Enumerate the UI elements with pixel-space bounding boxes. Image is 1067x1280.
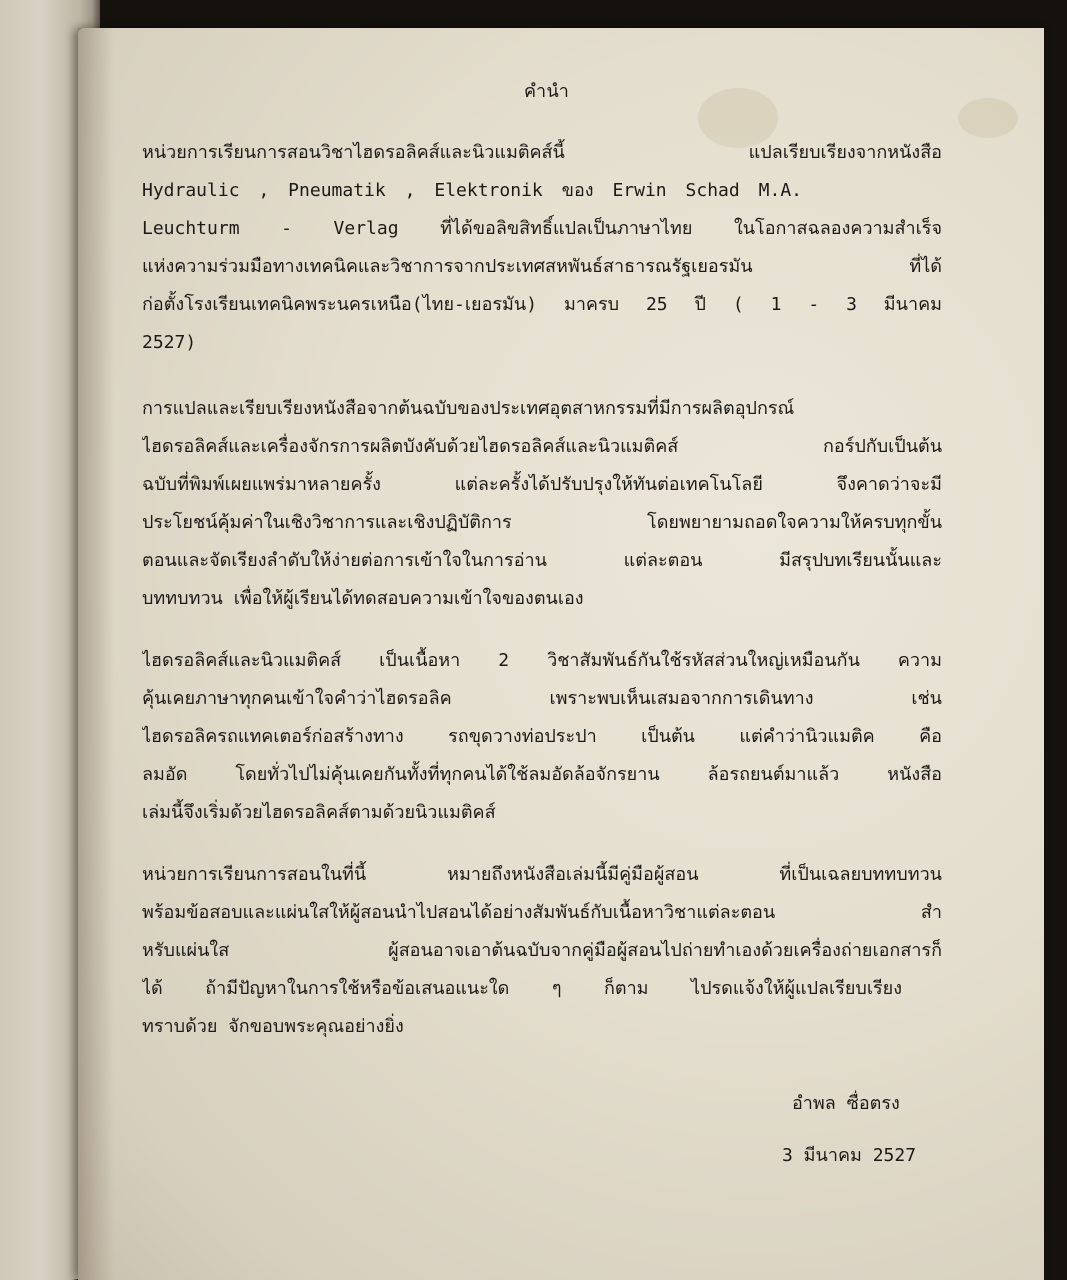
paragraph-line: แห่งความร่วมมือทางเทคนิคและวิชาการจากประเทศสหพันธ์สาธารณรัฐเยอรมัน ที่ได้ — [142, 256, 942, 277]
paragraph-line: ทราบด้วย จักขอบพระคุณอย่างยิ่ง — [142, 1016, 404, 1037]
paragraph-line: Leuchturm - Verlag ที่ได้ขอลิขสิทธิ์แปลเป็นภาษาไทย ในโอกาสฉลองความสำเร็จ — [142, 218, 942, 239]
paragraph-line: ฉบับที่พิมพ์เผยแพร่มาหลายครั้ง แต่ละครั้งได้ปรับปรุงให้ทันต่อเทคโนโลยี จึงคาดว่าจะมี — [142, 474, 942, 495]
paragraph-line: หน่วยการเรียนการสอนในที่นี้ หมายถึงหนังสือเล่มนี้มีคู่มือผู้สอน ที่เป็นเฉลยบททบทวน — [142, 864, 942, 885]
paragraph-line: หน่วยการเรียนการสอนวิชาไฮดรอลิคส์และนิวแมติคส์นี้ แปลเรียบเรียงจากหนังสือ — [142, 142, 942, 163]
paragraph-line: ตอนและจัดเรียงลำดับให้ง่ายต่อการเข้าใจในการอ่าน แต่ละตอน มีสรุปบทเรียนนั้นและ — [142, 550, 942, 571]
paragraph-line: Hydraulic , Pneumatik , Elektronik ของ Erwin Schad M.A. — [142, 180, 802, 201]
document-date: 3 มีนาคม 2527 — [782, 1145, 917, 1166]
paragraph-line: ไฮดรอลิคส์และนิวแมติคส์ เป็นเนื้อหา 2 วิชาสัมพันธ์กันใช้รหัสส่วนใหญ่เหมือนกัน ความ — [142, 650, 942, 671]
paragraph-2 — [142, 390, 942, 618]
paragraph-1 — [142, 134, 942, 362]
paragraph-line: เล่มนี้จึงเริ่มด้วยไฮดรอลิคส์ตามด้วยนิวแมติคส์ — [142, 802, 496, 823]
document-title: คำนำ — [524, 81, 570, 102]
paragraph-line: พร้อมข้อสอบและแผ่นใสให้ผู้สอนนำไปสอนได้อย่างสัมพันธ์กับเนื้อหาวิชาแต่ละตอน สำ — [142, 902, 942, 923]
paragraph-line: ประโยชน์คุ้มค่าในเชิงวิชาการและเชิงปฏิบัติการ โดยพยายามถอดใจความให้ครบทุกขั้น — [142, 512, 942, 533]
paragraph-line: ก่อตั้งโรงเรียนเทคนิคพระนครเหนือ(ไทย-เยอรมัน) มาครบ 25 ปี ( 1 - 3 มีนาคม — [142, 294, 942, 315]
paragraph-line: บททบทวน เพื่อให้ผู้เรียนได้ทดสอบความเข้าใจของตนเอง — [142, 588, 584, 609]
paragraph-line: ได้ ถ้ามีปัญหาในการใช้หรือข้อเสนอแนะใด ๆ ก็ตาม ไปรดแจ้งให้ผู้แปลเรียบเรียง — [142, 978, 902, 999]
paragraph-line: ลมอัด โดยทั่วไปไม่คุ้นเคยกันทั้งที่ทุกคนได้ใช้ลมอัดล้อจักรยาน ล้อรถยนต์มาแล้ว หนังสือ — [142, 764, 942, 785]
paragraph-line: การแปลและเรียบเรียงหนังสือจากต้นฉบับของประเทศอุตสาหกรรมที่มีการผลิตอุปกรณ์ — [142, 398, 795, 419]
paragraph-line: หรับแผ่นใส ผู้สอนอาจเอาต้นฉบับจากคู่มือผู้สอนไปถ่ายทำเองด้วยเครื่องถ่ายเอกสารก็ — [142, 940, 942, 961]
paragraph-line: คุ้นเคยภาษาทุกคนเข้าใจคำว่าไฮดรอลิค เพราะพบเห็นเสมอจากการเดินทาง เช่น — [142, 688, 942, 709]
paragraph-line: ไฮดรอลิครถแทคเตอร์ก่อสร้างทาง รถขุดวางท่อประปา เป็นต้น แต่คำว่านิวแมติค คือ — [142, 726, 942, 747]
paper-stain — [958, 98, 1018, 138]
paragraph-3 — [142, 642, 942, 832]
paragraph-line: 2527) — [142, 332, 197, 353]
author-name: อำพล ซื่อตรง — [792, 1093, 900, 1114]
paragraph-line: ไฮดรอลิคส์และเครื่องจักรการผลิตบังคับด้วยไฮดรอลิคส์และนิวแมติคส์ กอร์ปกับเป็นต้น — [142, 436, 942, 457]
paragraph-4 — [142, 856, 942, 1046]
